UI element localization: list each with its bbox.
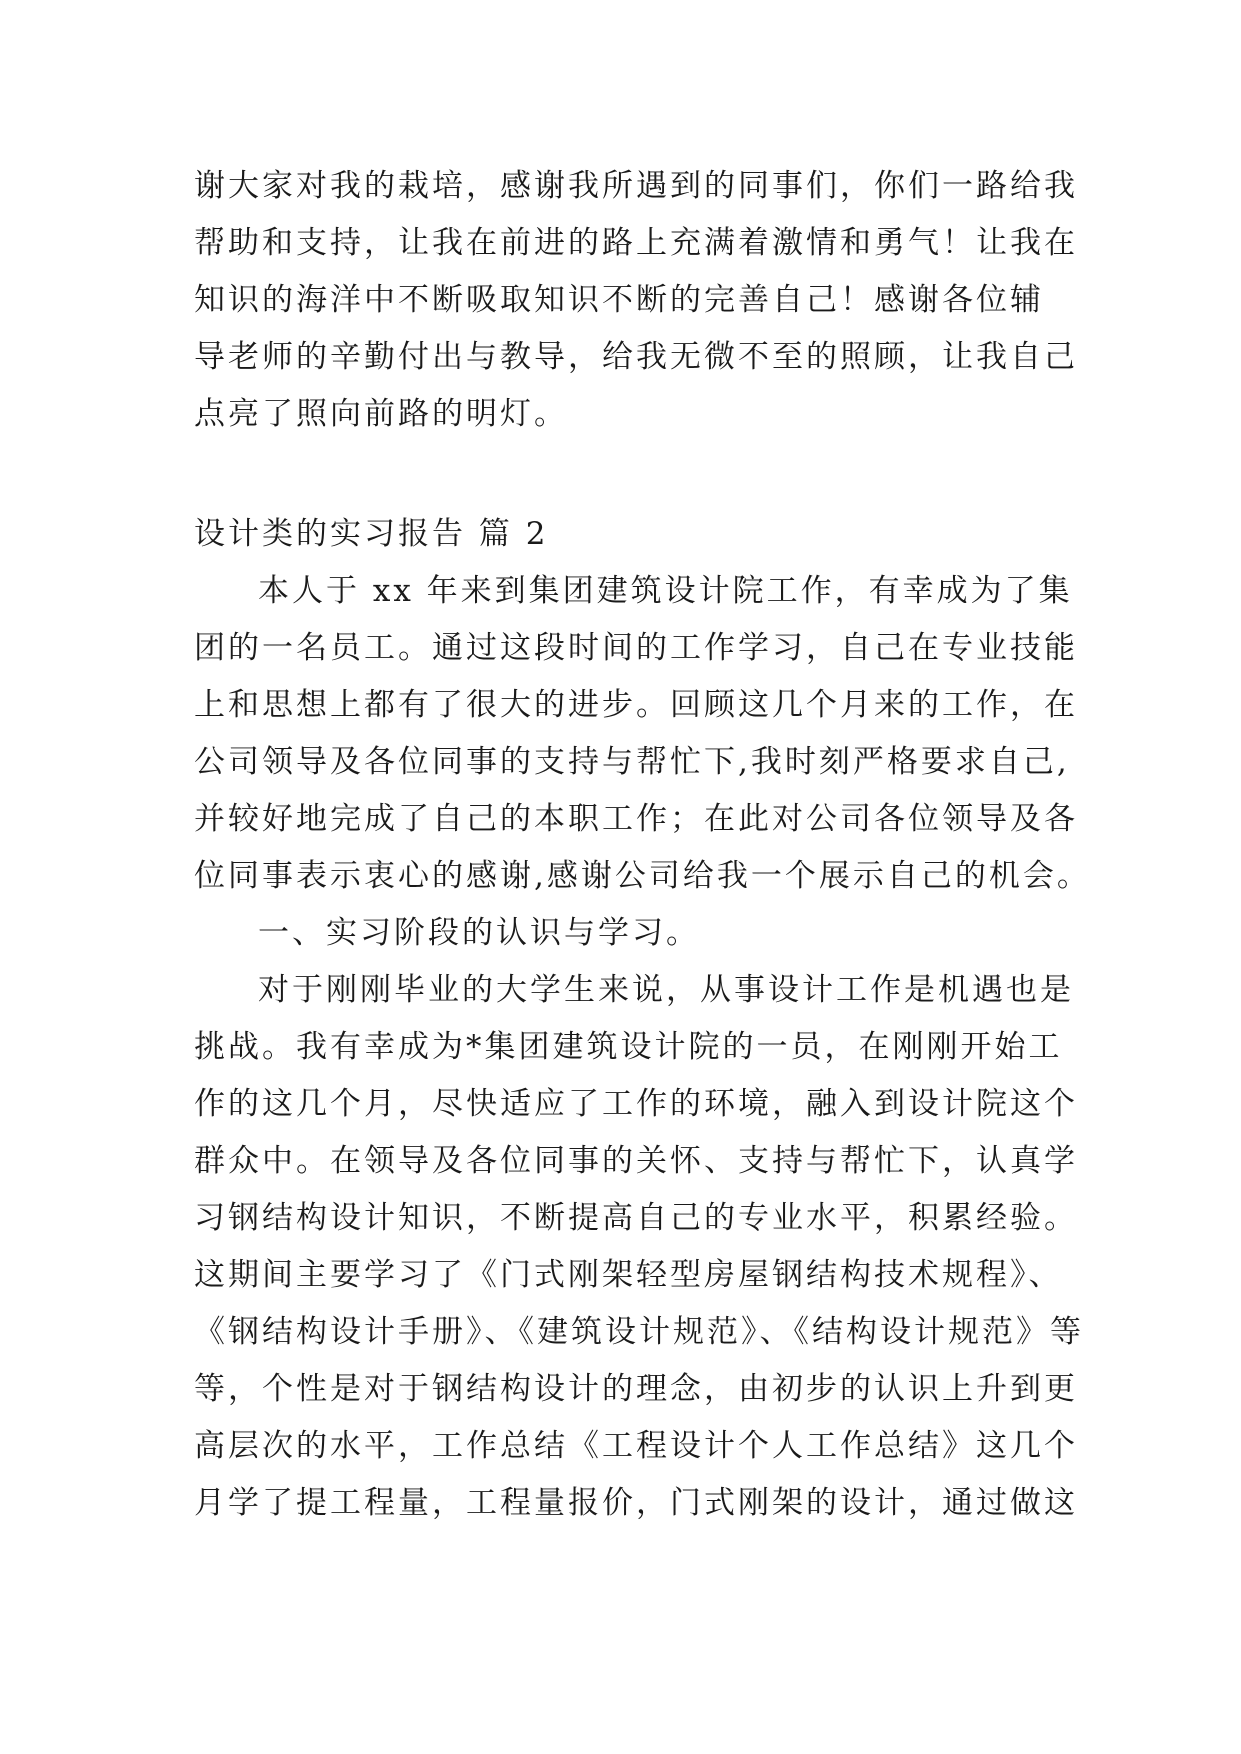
- text-line: 习钢结构设计知识，不断提高自己的专业水平，积累经验。: [194, 1200, 1078, 1236]
- text-line: 等，个性是对于钢结构设计的理念，由初步的认识上升到更: [194, 1371, 1078, 1407]
- text-line: 位同事表示衷心的感谢,感谢公司给我一个展示自己的机会。: [194, 858, 1091, 894]
- text-line: 月学了提工程量，工程量报价，门式刚架的设计，通过做这: [194, 1485, 1078, 1521]
- text-line: 这期间主要学习了《门式刚架轻型房屋钢结构技术规程》、: [194, 1257, 1063, 1293]
- text-line: 公司领导及各位同事的支持与帮忙下,我时刻严格要求自己,: [194, 744, 1070, 780]
- top-paragraph: [194, 158, 1078, 443]
- text-line: 知识的海洋中不断吸取知识不断的完善自己！感谢各位辅: [194, 282, 1044, 318]
- text-line: 高层次的水平，工作总结《工程设计个人工作总结》这几个: [194, 1428, 1078, 1464]
- section-heading: 设计类的实习报告 篇 2: [194, 516, 549, 552]
- text-line: 谢大家对我的栽培，感谢我所遇到的同事们，你们一路给我: [194, 168, 1078, 204]
- text-line: 挑战。我有幸成为*集团建筑设计院的一员，在刚刚开始工: [194, 1029, 1063, 1065]
- text-line: 作的这几个月，尽快适应了工作的环境，融入到设计院这个: [194, 1086, 1078, 1122]
- text-line: 对于刚刚毕业的大学生来说，从事设计工作是机遇也是: [258, 972, 1074, 1008]
- section-body: [194, 506, 1091, 1532]
- text-line: 导老师的辛勤付出与教导，给我无微不至的照顾，让我自己: [194, 339, 1078, 375]
- text-line: 《钢结构设计手册》、《建筑设计规范》、《结构设计规范》等: [194, 1314, 1084, 1350]
- text-line: 并较好地完成了自己的本职工作；在此对公司各位领导及各: [194, 801, 1078, 837]
- text-line: 群众中。在领导及各位同事的关怀、支持与帮忙下，认真学: [194, 1143, 1078, 1179]
- text-line: 本人于 xx 年来到集团建筑设计院工作，有幸成为了集: [258, 573, 1073, 609]
- subheading: 一、实习阶段的认识与学习。: [258, 915, 700, 951]
- text-line: 团的一名员工。通过这段时间的工作学习，自己在专业技能: [194, 630, 1078, 666]
- text-line: 点亮了照向前路的明灯。: [194, 396, 568, 432]
- text-line: 上和思想上都有了很大的进步。回顾这几个月来的工作，在: [194, 687, 1078, 723]
- text-line: 帮助和支持，让我在前进的路上充满着激情和勇气！让我在: [194, 225, 1078, 261]
